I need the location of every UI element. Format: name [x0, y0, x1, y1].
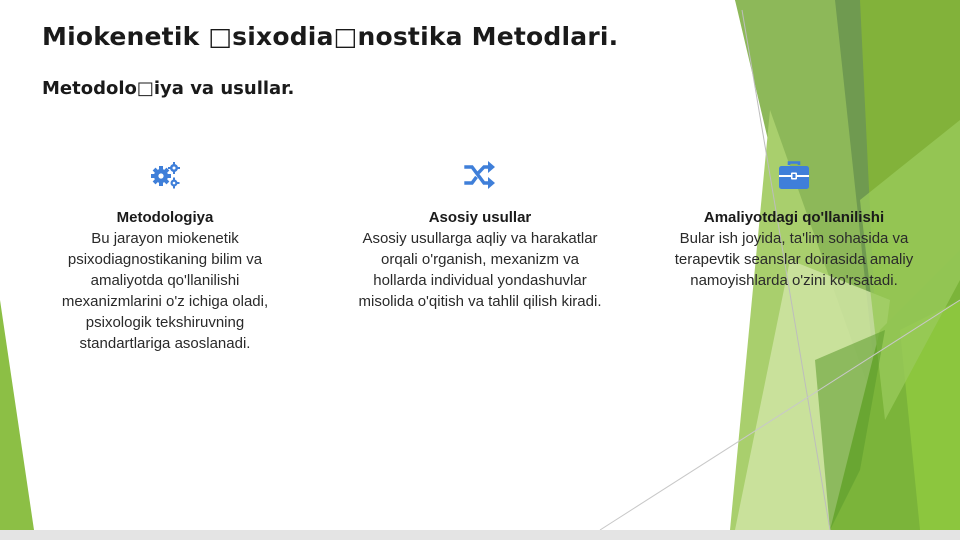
column-practical-application — [669, 158, 919, 291]
slide-subtitle: Metodolo□iya va usullar. — [42, 78, 295, 99]
column-main-methods — [355, 158, 605, 312]
column-title: Asosiy usullar — [428, 209, 532, 226]
gears-icon — [148, 158, 182, 192]
shuffle-icon — [463, 158, 497, 192]
column-text: Bular ish joyida, ta'lim sohasida va terapevtik seanslar doirasida amaliy namoyishlarda o'zini ko'rsatadi. — [674, 230, 914, 289]
column-text: Bu jarayon miokenetik psixodiagnostikaning bilim va amaliyotda qo'llanilishi mexanizmlarini o'z ichiga oladi, psixologik tekshiruvning standartlariga asoslanadi. — [61, 230, 269, 352]
briefcase-icon — [777, 158, 811, 192]
column-title: Metodologiya — [116, 209, 214, 226]
column-methodology — [40, 158, 290, 354]
slide-title: Miokenetik □sixodia□nostika Metodlari. — [42, 22, 619, 51]
column-title: Amaliyotdagi qo'llanilishi — [703, 209, 885, 226]
column-text: Asosiy usullarga aqliy va harakatlar orqali o'rganish, mexanizm va hollarda individual yondashuvlar misolida o'qitish va tahlil qilish kiradi. — [358, 230, 602, 310]
bottom-scroll-strip — [0, 530, 960, 540]
